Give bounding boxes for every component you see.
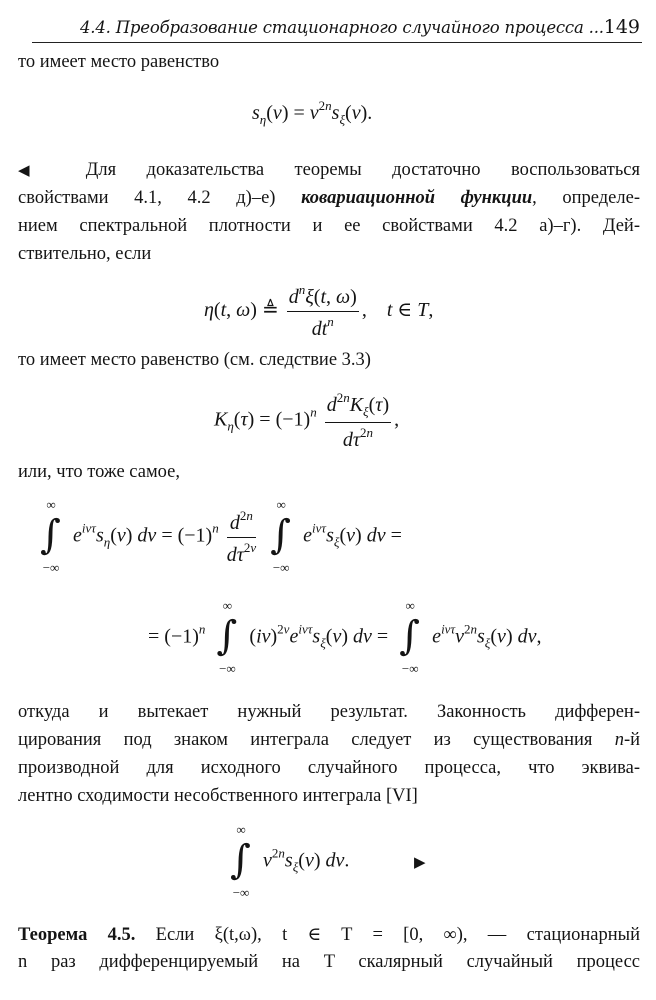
equation-covariance: $K_\eta(\tau) = (-1)^n$ $\frac{d^{2n}K_\xi(\tau)}{d\tau^{2n}}$ , — [214, 390, 400, 451]
integral-sign: ∞ ∫ −∞ — [399, 598, 421, 676]
text-line: нием спектральной плотности и ее свойствами 4.2 а)–г). Дей- — [18, 216, 640, 236]
text-line: цирования под знаком интеграла следует из существования n-й — [18, 730, 640, 750]
running-header — [32, 14, 642, 43]
proof-end-triangle-icon: ▶ — [414, 855, 426, 871]
text-line: то имеет место равенство — [18, 52, 220, 72]
integral-sign: ∞ ∫ −∞ — [216, 598, 238, 676]
equation-integral-3: ∞ ∫ −∞ $\nu^{2n}s_\xi(\nu)$ dν. — [224, 822, 349, 902]
theorem-line: Теорема 4.5. Если ξ(t,ω), t ∈ T = [0, ∞), — стационарный — [18, 925, 640, 945]
integral-sign: ∞ ∫ −∞ — [40, 497, 61, 575]
theorem-line: n раз дифференцируемый на T скалярный случайный процесс — [18, 952, 640, 972]
text-line: то имеет место равенство (см. следствие 3.3) — [18, 350, 371, 370]
emphasis-term: ковариационной функции — [301, 188, 533, 208]
header-title: 4.4. Преобразование стационарного случайного процесса ... — [80, 18, 604, 37]
equation-integral-2: = $(-1)^n$ ∞ ∫ −∞ $(i\nu)^{2\nu}e^{i\nu\tau}s_\xi(\nu) d\nu$ = ∞ ∫ −∞ $e^{i\nu\tau}\nu^{2n}s_\xi(\nu)$ dν, — [148, 598, 542, 676]
page-number: 149 — [603, 16, 640, 38]
text-line: лентно сходимости несобственного интеграла [VI] — [18, 786, 418, 806]
integral-sign: ∞ ∫ −∞ — [230, 822, 251, 900]
proof-start-triangle-icon: ◀ — [18, 163, 56, 179]
text-line: производной для исходного случайного процесса, что эквива- — [18, 758, 640, 778]
text-line: ствительно, если — [18, 244, 152, 264]
equation-eta-definition: η(t, ω) ≜ $\frac{d^n\xi(t, \omega)}{dt^n}$ , t ∈ T, — [204, 282, 434, 340]
equation-integral-1: ∞ ∫ −∞ $e^{i\nu\tau}s_\eta(\nu) d\nu = (-1)^n$ $\frac{d^{2n}}{d\tau^{2\nu}}$ ∞ ∫ −∞ $e^{i\nu\tau}s_\xi(\nu) d\nu$ = — [34, 497, 402, 577]
text-line: ◀ Для доказательства теоремы достаточно воспользоваться — [18, 160, 640, 180]
theorem-label: Теорема 4.5. — [18, 925, 136, 945]
text-line: свойствами 4.1, 4.2 д)–е) ковариационной функции, определе- — [18, 188, 640, 208]
equation-spectral: $s_\eta(\nu) = \nu^{2n}s_\xi(\nu)$. — [252, 98, 373, 127]
text-line: или, что тоже самое, — [18, 462, 180, 482]
text-line: откуда и вытекает нужный результат. Законность дифферен- — [18, 702, 640, 722]
integral-sign: ∞ ∫ −∞ — [270, 497, 291, 575]
